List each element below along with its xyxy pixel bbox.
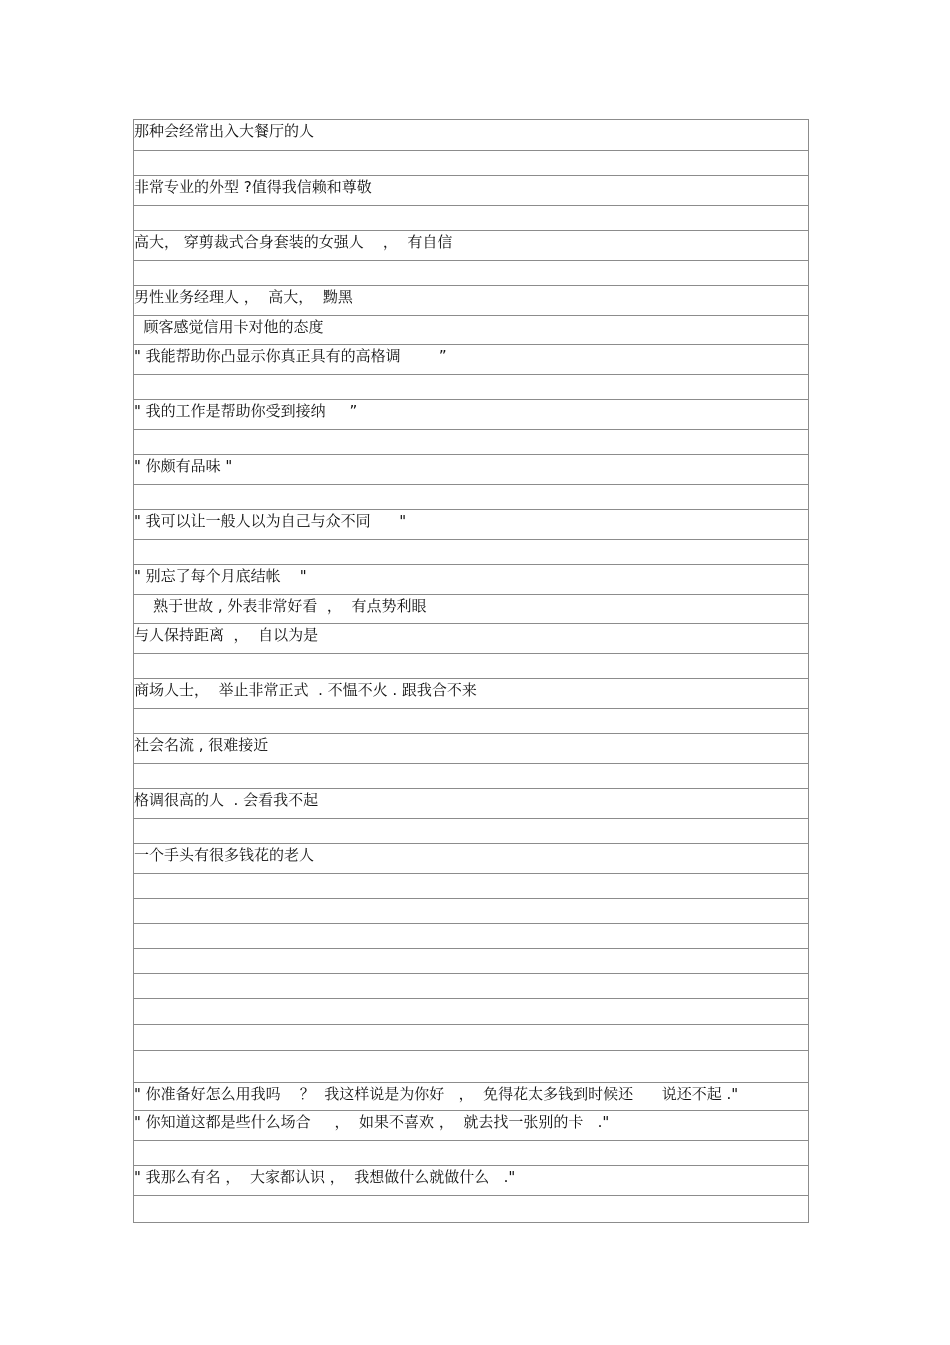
document-table	[133, 119, 809, 1223]
table-row: 男性业务经理人 ， 高大， 黝黑	[134, 285, 808, 315]
table-row	[134, 1140, 808, 1165]
table-row	[134, 374, 808, 399]
table-row	[134, 653, 808, 678]
table-row	[134, 708, 808, 733]
table-row: 熟于世故 , 外表非常好看 ， 有点势利眼	[134, 594, 808, 623]
table-row: 非常专业的外型 ?值得我信赖和尊敬	[134, 175, 808, 205]
table-row	[134, 1024, 808, 1050]
table-row: 格调很高的人 . 会看我不起	[134, 788, 808, 818]
table-row: " 我可以让一般人以为自己与众不同 "	[134, 509, 808, 539]
table-row	[134, 873, 808, 898]
table-row	[134, 923, 808, 948]
table-row: " 我的工作是帮助你受到接纳 ”	[134, 399, 808, 429]
table-row	[134, 948, 808, 973]
table-row	[134, 898, 808, 923]
table-row	[134, 205, 808, 230]
table-row	[134, 539, 808, 564]
table-row: 社会名流 , 很难接近	[134, 733, 808, 763]
table-row: " 你准备好怎么用我吗 ？ 我这样说是为你好 ， 免得花太多钱到时候还 说还不起 ."	[134, 1082, 808, 1110]
table-row: 商场人士， 举止非常正式 . 不愠不火 . 跟我合不来	[134, 678, 808, 708]
table-row	[134, 1195, 808, 1222]
table-row: 顾客感觉信用卡对他的态度	[134, 315, 808, 344]
table-row: " 我那么有名 ， 大家都认识 ， 我想做什么就做什么 ."	[134, 1165, 808, 1195]
table-row: " 我能帮助你凸显示你真正具有的高格调 ”	[134, 344, 808, 374]
table-row	[134, 763, 808, 788]
table-row	[134, 150, 808, 175]
table-row	[134, 484, 808, 509]
table-row: 与人保持距离 ， 自以为是	[134, 623, 808, 653]
table-row	[134, 818, 808, 843]
table-row	[134, 429, 808, 454]
table-row	[134, 998, 808, 1024]
table-row: 高大， 穿剪裁式合身套装的女强人 ， 有自信	[134, 230, 808, 260]
table-row: 一个手头有很多钱花的老人	[134, 843, 808, 873]
table-row	[134, 973, 808, 998]
table-row: 那种会经常出入大餐厅的人	[134, 122, 315, 140]
table-row	[134, 260, 808, 285]
table-row: " 你颇有品味 "	[134, 454, 808, 484]
table-row	[134, 1050, 808, 1082]
table-row: " 你知道这都是些什么场合 ， 如果不喜欢 ， 就去找一张别的卡 ."	[134, 1110, 808, 1140]
table-row: " 别忘了每个月底结帐 "	[134, 564, 808, 594]
